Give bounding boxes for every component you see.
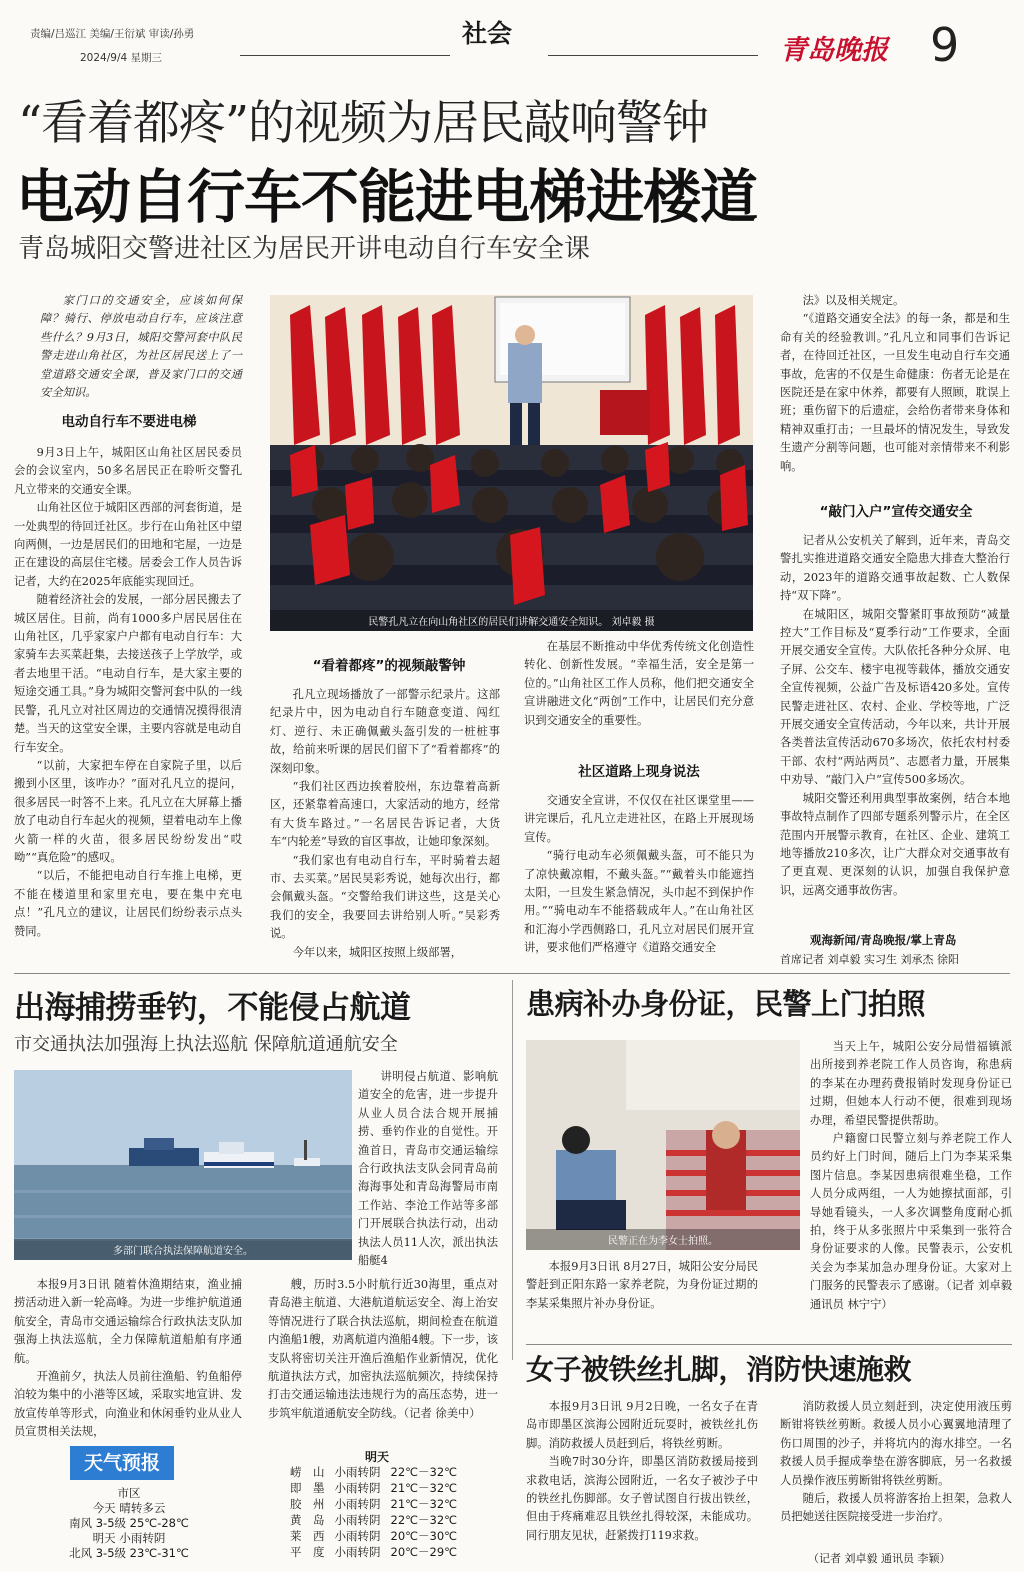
paragraph: 消防救援人员立刻赶到，决定使用液压剪断钳将铁丝剪断。救援人员小心翼翼地清理了伤口周围的沙子，并将坑内的海水排空。一名救援人员手握成拳垫在游客脚底，另一名救援人员操作液压剪断钳将铁丝剪断。 [780,1400,1012,1487]
section-name: 社会 [462,19,513,48]
paper-logo: 青岛晚报 [780,35,888,66]
paragraph: 法》以及相关规定。 [802,294,905,307]
weather-temp: 21℃－32℃ [390,1497,458,1511]
paragraph: 记者从公安机关了解到，近年来，青岛交警扎实推进道路交通安全隐患大排查大整治行动，2023年的道路交通事故起数、亡人数保持“双下降”。 [780,534,1010,603]
article-column-3b [524,792,754,966]
paragraph: 本报9月3日讯 随着休渔期结束，渔业捕捞活动进入新一轮高峰。为进一步维护航道通航安全，青岛市交通运输综合行政执法支队加强海上执法巡航，全力保障航道船舶有序通航。 [14,1278,242,1365]
paragraph: “以后，不能把电动自行车推上电梯，更不能在楼道里和家里充电，要在集中充电点！”孔凡立的建议，让居民们纷纷表示点头赞同。 [14,869,242,938]
credit-outlet: 观海新闻/青岛晚报/掌上青岛 [810,933,957,947]
editors-line: 责编/吕巡江 美编/王衍斌 审读/孙勇 [30,28,195,40]
paragraph: 在城阳区，城阳交警紧盯事故预防“减量控大”工作目标及“夏季行动”工作要求，全面开展交通安全宣传。大队依托各种分众屏、电子屏、公交车、楼宇电视等载体，播放交通安全宣传视频，公益广告及标语420多处。宣传民警走进社区、农村、企业、学校等地，广泛开展交通安全宣传活动，今年以来，共计开展各类普法宣传活动670多场次，依托农村村委干部、农村“两站两员”、志愿者力量，开展集中劝导、“敲门入户”宣传500多场次。 [780,607,1010,787]
weather-place: 平 度 [290,1545,325,1559]
weather-temp: 20℃－30℃ [390,1529,458,1543]
weather-tomorrow-wind: 北风 3-5级 23℃-31℃ [69,1546,189,1560]
id-left-column [526,1258,758,1332]
weather-row [290,1464,500,1480]
paragraph: 开渔前夕，执法人员前往渔船、钓鱼船停泊较为集中的小港等区域，采取实地宣讲、发放宣传单等形式，向渔业和休闲垂钓业从业人员宣贯相关法规， [14,1370,242,1439]
weather-today-wind: 南风 3-5级 25℃-28℃ [69,1516,189,1530]
weather-sky: 小雨转阴 [334,1545,381,1559]
paragraph: 山角社区位于城阳区西部的河套街道，是一处典型的待回迁社区。步行在山角社区中望向两侧，一边是居民们的田地和宅屋，一边是正在建设的高层住宅楼。居委会工作人员告诉记者，大约在2025年底能实现回迁。 [14,501,242,588]
article-column-3a [524,638,754,748]
sea-photo-caption: 多部门联合执法保障航道安全。 [14,1239,352,1260]
wire-column-2 [780,1398,1012,1538]
wire-column-1 [526,1398,758,1568]
paragraph: 城阳交警还利用典型事故案例，结合本地事故特点制作了四部专题系列警示片，在全区范围内开展警示教育，在社区、企业、建筑工地等播放210多次，让广大群众对交通事故有了更直观、更深刻的认识，加强自我保护意识，远离交通事故伤害。 [780,791,1010,897]
weather-row [290,1512,500,1528]
subhead-door: “敲门入户”宣传交通安全 [819,504,973,520]
main-headline: 电动自行车不能进电梯进楼道 [16,163,758,231]
subhead-elevator: 电动自行车不要进电梯 [61,414,197,430]
paragraph: “《道路交通安全法》的每一条，都是和生命有关的经验教训。”孔凡立和同事们告诉记者，在待回迁社区，一旦发生电动自行车交通事故，危害的不仅是生命健康：伤者无论是在医院还是在家中休养，都要有人照顾，耽误上班；重伤留下的后遗症，会给伤者带来身体和精神双重打击；一旦最坏的情况发生，导致发生遗产分割等问题，也可能对亲情带来不利影响。 [780,312,1010,473]
weather-sky: 小雨转阴 [334,1497,381,1511]
id-headline: 患病补办身份证，民警上门拍照 [526,987,926,1021]
weather-temp: 21℃－32℃ [390,1481,458,1495]
paragraph: “我们社区西边挨着胶州，东边靠着高新区，还紧靠着高速口，大家活动的地方，经常有大货车路过。”一名居民告诉记者，大货车“内轮差”导致的盲区事故，让她印象深刻。 [270,780,500,849]
weather-place: 即 墨 [290,1481,325,1495]
paragraph: 今年以来，城阳区按照上级部署， [292,945,463,959]
weather-row [290,1528,500,1544]
wire-headline: 女子被铁丝扎脚，消防快速施救 [526,1353,912,1386]
credit-reporters: 首席记者 刘卓毅 实习生 刘承杰 徐阳 [780,953,959,966]
article-column-4b [780,532,1010,928]
id-photo [526,1040,800,1250]
article-column-4a [780,292,1010,486]
lead-paragraph: 家门口的交通安全，应该如何保障？骑行、停放电动自行车，应该注意些什么？9月3日，城阳交警河套中队民警走进山角社区，为社区居民送上了一堂道路交通安全课，普及家门口的交通安全知识。 [40,294,242,400]
article-column-2 [270,686,500,966]
weather-temp: 22℃－32℃ [390,1465,458,1479]
id-photo-caption: 民警正在为李女士拍照。 [526,1229,800,1250]
sea-photo [14,1070,352,1260]
main-subheadline: 青岛城阳交警进社区为居民开讲电动自行车安全课 [18,234,591,264]
paragraph: 当天上午，城阳公安分局惜福镇派出所接到养老院工作人员咨询，称患病的李某在办理药费报销时发现身份证已过期，但她本人行动不便，很难到现场办理，希望民警提供帮助。 [810,1040,1012,1127]
weather-table-head: 明天 [365,1450,390,1464]
weather-tomorrow: 明天 小雨转阴 [92,1531,166,1545]
subhead-road: 社区道路上现身说法 [578,764,700,780]
paragraph: 9月3日上午，城阳区山角社区居民委员会的会议室内，50多名居民正在聆听交警孔凡立带来的交通安全课。 [14,446,242,496]
weather-temp: 20℃－29℃ [390,1545,458,1559]
kicker-headline: “看着都疼”的视频为居民敲响警钟 [18,96,709,151]
paragraph: 随着经济社会的发展，一部分居民搬去了城区居住。目前，尚有1000多户居民居住在山角社区，几乎家家户户都有电动自行车：大家骑车去买菜赶集，去接送孩子上学放学，或者去地里干活。“电动自行车，是大家主要的短途交通工具。”身为城阳交警河套中队的一线民警，孔凡立对社区周边的交通情况摸得很清楚。当天的这堂安全课，主要内容就是电动自行车安全。 [14,593,242,754]
weather-label: 天气预报 [70,1446,174,1480]
article-column-1 [14,444,242,966]
sea-column-2 [268,1276,498,1426]
weather-table [290,1464,500,1560]
sea-column-1 [14,1276,242,1439]
weather-place: 黄 岛 [290,1513,325,1527]
weather-sky: 小雨转阴 [334,1513,381,1527]
sea-headline: 出海捕捞垂钓，不能侵占航道 [14,990,411,1026]
sea-right-column [358,1068,498,1268]
paragraph: “以前，大家把车停在自家院子里，以后搬到小区里，该咋办？”面对孔凡立的提问，很多居民一时答不上来。孔凡立在大屏幕上播放了电动自行车起火的视频，望着电动车上像火箭一样的火苗，很多居民纷纷发出“哎呦”“真危险”的感叹。 [14,758,242,864]
sea-subheadline: 市交通执法加强海上执法巡航 保障航道通航安全 [14,1034,398,1055]
weather-place: 莱 西 [290,1529,325,1543]
subhead-video: “看着都疼”的视频敲警钟 [312,658,466,674]
weather-row [290,1480,500,1496]
paragraph: 本报9月3日讯 8月27日，城阳公安分局民警赶到正阳东路一家养老院，为身份证过期的李某采集照片补办身份证。 [526,1260,758,1310]
weather-sky: 小雨转阴 [334,1481,381,1495]
weather-row [290,1544,500,1560]
paragraph: 讲明侵占航道、影响航道安全的危害，进一步提升从业人员合法合规开展捕捞、垂钓作业的自觉性。开渔首日，青岛市交通运输综合行政执法支队会同青岛前海海事处和青岛海警局市南工作站、李沧工作站等多部门开展联合执法行动，出动执法人员11人次，派出执法船艇4 [358,1070,498,1268]
paragraph: “骑行电动车必须佩戴头盔，可不能只为了凉快戴凉帽，不戴头盔。”“戴着头巾能遮挡太阳，一旦发生紧急情况，头巾起不到保护作用。”“骑电动车不能搭载成年人。”在山角社区和汇海小学西侧路口，孔凡立对居民们展开宣讲，要求他们严格遵守《道路交通安全 [524,849,754,955]
paragraph: “我们家也有电动自行车，平时骑着去超市、去买菜。”居民吴彩秀说，她每次出行，都会佩戴头盔。“交警给我们讲这些，这是关心我们的安全，我要回去讲给别人听。”吴彩秀说。 [270,853,500,941]
weather-city: 市区 [117,1486,141,1500]
photo-caption: 民警孔凡立在向山角社区的居民们讲解交通安全知识。 刘卓毅 摄 [270,610,753,631]
weather-place: 崂 山 [290,1465,325,1479]
weather-city-forecast [14,1486,244,1561]
classroom-photo [270,295,753,631]
paragraph: 艘，历时3.5小时航行近30海里，重点对青岛港主航道、大港航道航运安全、海上治安等情况进行了联合执法巡航，期间检查在航道内渔船1艘，劝离航道内渔船4艘。下一步，该支队将密切关注开渔后渔船作业新情况，优化航道执法方式，加密执法巡航频次，持续保持打击交通运输违法违规行为的高压态势，进一步筑牢航道通航安全防线。（记者 徐美中） [268,1278,498,1420]
weather-sky: 小雨转阴 [334,1529,381,1543]
paragraph: 随后，救援人员将游客抬上担架，急救人员把她送往医院接受进一步治疗。 [780,1492,1012,1524]
paragraph: 孔凡立现场播放了一部警示纪录片。这部纪录片中，因为电动自行车随意变道、闯红灯、逆行、未正确佩戴头盔引发的一桩桩事故，给前来听课的居民们留下了“看着都疼”的深刻印象。 [270,688,500,775]
weather-temp: 22℃－32℃ [390,1513,458,1527]
paragraph: 在基层不断推动中华优秀传统文化创造性转化、创新性发展。“幸福生活，安全是第一位的。”山角社区工作人员称，他们把交通安全宣讲融进文化“两创”工作中，让居民们充分意识到交通安全的重要性。 [524,640,754,727]
wire-credit: （记者 刘卓毅 通讯员 李颖） [808,1552,951,1565]
weather-sky: 小雨转阴 [334,1465,381,1479]
paragraph: 交通安全宣讲，不仅仅在社区课堂里——讲完课后，孔凡立走进社区，在路上开展现场宣传。 [524,794,754,844]
weather-row [290,1496,500,1512]
paragraph: 户籍窗口民警立刻与养老院工作人员约好上门时间，随后上门为李某采集图片信息。李某因患病很难坐稳，工作人员分成两组，一人为她擦拭面部，引导她看镜头，一人多次调整角度耐心抓拍，终于从多张照片中采集到一张符合身份证要求的人像。民警表示，公安机关会为李某加急办理身份证。大家对上门服务的民警表示了感谢。（记者 刘卓毅 通讯员 林宁宁） [810,1132,1012,1311]
weather-place: 胶 州 [290,1497,325,1511]
issue-date: 2024/9/4 星期三 [80,52,162,64]
paragraph: 本报9月3日讯 9月2日晚，一名女子在青岛市即墨区滨海公园附近玩耍时，被铁丝扎伤脚。消防救援人员赶到后，将铁丝剪断。 [526,1400,758,1450]
id-right-column [810,1038,1012,1338]
paragraph: 当晚7时30分许，即墨区消防救援局接到求救电话，滨海公园附近，一名女子被沙子中的铁丝扎伤脚部。女子曾试图自行拔出铁丝，但由于疼痛难忍且铁丝扎得较深，未能成功。同行朋友见状，赶紧拨打119求救。 [526,1455,758,1542]
page-number: 9 [930,18,960,72]
weather-today: 今天 晴转多云 [92,1501,166,1515]
